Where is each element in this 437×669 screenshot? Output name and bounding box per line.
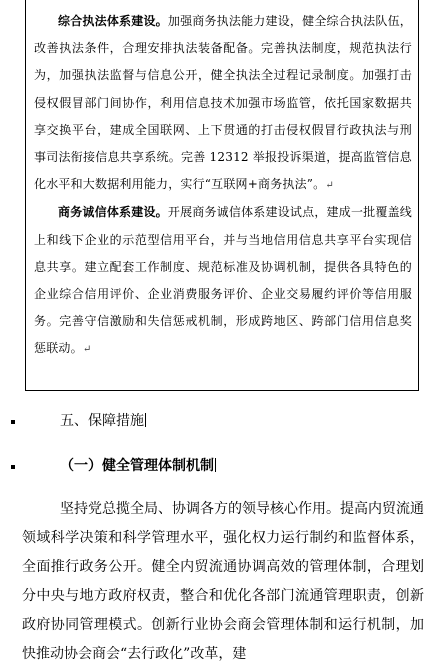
text-cursor-icon: [215, 458, 216, 472]
paragraph-enforcement-title: 综合执法体系建设。: [58, 14, 168, 28]
paragraph-credit-title: 商务诚信体系建设。: [58, 205, 168, 220]
body-paragraph: [22, 495, 424, 669]
section-heading-text: 五、保障措施: [60, 413, 144, 429]
paragraph-enforcement: [34, 8, 412, 199]
paragraph-mark-icon: ↵: [325, 180, 334, 192]
paragraph-mark-icon: ↵: [82, 344, 92, 356]
paragraph-credit-text: 开展商务诚信体系建设试点，建成一批覆盖线上和线下企业的示范型信用平台，并与当地信用信息共享平台实现信息共享。建立配套工作制度、规范标准及协调机制，提供各具特色的企业综合信用评价、企业消费服务评价、企业交易履约评价等信用服务。完善守信激励和失信惩戒机制，形成跨地区、跨部门信用信息奖惩联动。: [34, 205, 412, 356]
paragraph-enforcement-text: 加强商务执法能力建设，健全综合执法队伍，改善执法条件，合理安排执法装备配备。完善执法制度，规范执法行为，加强执法监督与信息公开，健全执法全过程记录制度。加强打击侵权假冒部门间协作，利用信息技术加强市场监管，依托国家数据共享交换平台，建成全国联网、上下贯通的打击侵权假冒行政执法与刑事司法衔接信息共享系统。完善 12312 举报投诉渠道，提高监管信息化水平和大数据利用能力，实行“互联网+商务执法”。: [34, 14, 412, 192]
bullet-icon: [11, 420, 15, 424]
boxed-text-frame: [25, 0, 419, 391]
subsection-heading: [60, 455, 216, 475]
bullet-icon: [11, 465, 15, 469]
body-paragraph-text: 坚持党总揽全局、协调各方的领导核心作用。提高内贸流通领域科学决策和科学管理水平，强化权力运行制约和监督体系，全面推行政务公开。健全内贸流通协调高效的管理体制，合理划分中央与地方政府权责，整合和优化各部门流通管理职责，创新政府协同管理模式。创新行业协会商会管理体制和运行机制，加快推动协会商会“去行政化”改革，建: [22, 501, 424, 662]
text-cursor-icon: [145, 413, 146, 427]
paragraph-credit: [34, 199, 412, 363]
section-heading: [60, 410, 146, 430]
subsection-heading-text: （一）健全管理体制机制: [60, 458, 214, 474]
